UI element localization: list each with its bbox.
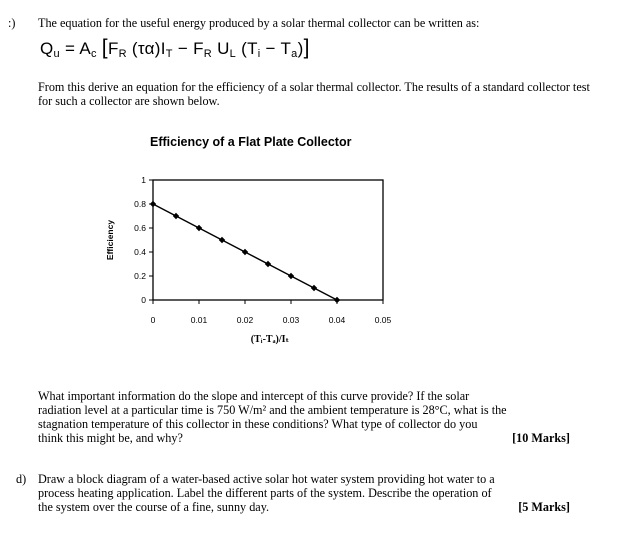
- eq-tau-alpha: (τα): [131, 39, 161, 58]
- y-tick-label-0: 0: [141, 295, 146, 305]
- data-point-8: [334, 297, 340, 303]
- eq-fr2: F: [193, 39, 204, 58]
- eq-q-sub: u: [53, 48, 60, 60]
- followup-line-3: stagnation temperature of this collector in these conditions? What type of collector do you: [38, 417, 478, 431]
- y-tick-label-5: 1: [141, 175, 146, 185]
- eq-bracket-open: [: [101, 36, 108, 59]
- y-axis-label: Efficiency: [105, 219, 115, 261]
- efficiency-series-points: [150, 201, 340, 303]
- question-c-marks: [10 Marks]: [512, 431, 570, 445]
- question-d-text: [38, 472, 570, 514]
- eq-fr1-sub: R: [118, 48, 127, 60]
- efficiency-chart: [80, 160, 460, 360]
- followup-line-1: What important information do the slope and intercept of this curve provide? If the solar: [38, 389, 470, 403]
- eq-it-sub: T: [165, 48, 173, 60]
- y-tick-label-4: 0.8: [134, 199, 146, 209]
- followup-line-2: radiation level at a particular time is 750 W/m² and the ambient temperature is 28°C, what is the: [38, 403, 507, 417]
- y-tick-label-3: 0.6: [134, 223, 146, 233]
- followup-line-4: think this might be, and why?: [38, 431, 183, 445]
- useful-energy-equation: [40, 36, 310, 60]
- x-tick-label-1: 0.01: [190, 315, 208, 325]
- eq-ti-sub: i: [257, 48, 261, 60]
- eq-bracket-close: ]: [303, 36, 310, 59]
- y-tick-label-2: 0.4: [134, 247, 146, 257]
- eq-minus-2: −: [265, 39, 276, 58]
- eq-fr2-sub: R: [203, 48, 213, 60]
- question-d-marks: [5 Marks]: [518, 500, 570, 514]
- data-point-2: [196, 225, 202, 231]
- eq-ul-sub: L: [229, 48, 237, 60]
- x-tick-label-2: 0.02: [236, 315, 254, 325]
- eq-ac: A: [79, 39, 91, 58]
- derive-instruction: From this derive an equation for the efficiency of a solar thermal collector. The results of a standard collector test for such a collector are shown below.: [38, 80, 590, 108]
- question-d-line-2: process heating application. Label the different parts of the system. Describe the operation of: [38, 486, 492, 500]
- eq-q: Q: [40, 39, 54, 58]
- question-c-marker: :): [8, 16, 16, 30]
- question-c-intro: The equation for the useful energy produced by a solar thermal collector can be written as:: [38, 16, 480, 30]
- data-point-0: [150, 201, 156, 207]
- question-d-marker: d): [16, 472, 27, 486]
- eq-ul: U: [217, 39, 230, 58]
- eq-ta: T: [280, 39, 292, 58]
- y-ticks: [134, 175, 153, 305]
- eq-paren-close: ): [297, 39, 304, 58]
- eq-equals: =: [64, 39, 76, 58]
- question-c-followup: [38, 389, 570, 445]
- data-point-4: [242, 249, 248, 255]
- eq-paren-open: (: [241, 39, 248, 58]
- x-tick-label-0: 0: [150, 315, 156, 325]
- eq-fr1: F: [107, 39, 119, 58]
- y-tick-label-1: 0.2: [134, 271, 146, 281]
- x-tick-label-3: 0.03: [282, 315, 300, 325]
- x-tick-label-4: 0.04: [328, 315, 346, 325]
- x-axis-label: (Tᵢ-Tₐ)/Iₜ: [250, 334, 290, 345]
- eq-it: I: [160, 39, 166, 58]
- chart-title: Efficiency of a Flat Plate Collector: [150, 135, 352, 149]
- data-point-3: [219, 237, 225, 243]
- data-point-5: [265, 261, 271, 267]
- eq-ac-sub: c: [90, 48, 97, 60]
- data-point-7: [311, 285, 317, 291]
- eq-ta-sub: a: [291, 48, 298, 60]
- data-point-6: [288, 273, 294, 279]
- question-d-line-3: the system over the course of a fine, sunny day.: [38, 500, 270, 514]
- x-tick-label-5: 0.05: [374, 315, 392, 325]
- eq-ti: T: [247, 39, 258, 58]
- eq-minus-1: −: [177, 39, 189, 58]
- plot-area: [153, 180, 383, 300]
- x-ticks: [151, 300, 392, 325]
- data-point-1: [173, 213, 179, 219]
- question-d-line-1: Draw a block diagram of a water-based active solar hot water system providing hot water to a: [38, 472, 495, 486]
